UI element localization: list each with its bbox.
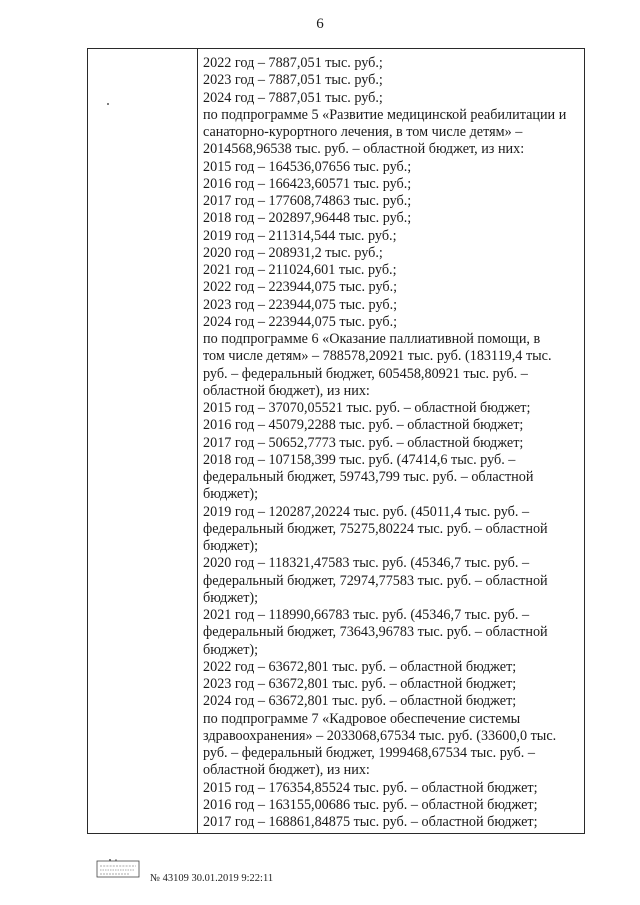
- text-line: 2023 год – 223944,075 тыс. руб.;: [203, 296, 398, 313]
- text-line: 2024 год – 223944,075 тыс. руб.;: [203, 313, 398, 330]
- text-line: 2017 год – 177608,74863 тыс. руб.;: [203, 193, 412, 209]
- text-line: бюджет);: [203, 641, 259, 658]
- text-line: 2024 год – 63672,801 тыс. руб. – областной бюджет;: [203, 693, 517, 710]
- column-divider: [197, 49, 198, 833]
- text-line: 2020 год – 118321,47583 тыс. руб. (45346,7 тыс. руб. –: [203, 555, 530, 572]
- text-line: бюджет);: [203, 538, 259, 554]
- text-line: 2014568,96538 тыс. руб. – областной бюджет, из них:: [203, 141, 525, 158]
- text-line: 2023 год – 7887,051 тыс. руб.;: [203, 72, 383, 89]
- text-line: здравоохранения» – 2033068,67534 тыс. руб. (33600,0 тыс.: [203, 727, 557, 744]
- text-line: 2019 год – 120287,20224 тыс. руб. (45011,4 тыс. руб. –: [203, 503, 530, 520]
- text-line: 2021 год – 118990,66783 тыс. руб. (45346,7 тыс. руб. –: [203, 607, 530, 623]
- text-line: 2020 год – 208931,2 тыс. руб.;: [203, 244, 383, 261]
- page-number: 6: [316, 16, 324, 32]
- text-line: том числе детям» – 788578,20921 тыс. руб. (183119,4 тыс.: [203, 348, 552, 365]
- text-line: по подпрограмме 7 «Кадровое обеспечение системы: [203, 710, 521, 727]
- text-line: областной бюджет), из них:: [203, 762, 370, 779]
- text-line: 2017 год – 168861,84875 тыс. руб. – областной бюджет;: [203, 814, 538, 830]
- text-line: федеральный бюджет, 75275,80224 тыс. руб. – областной: [203, 520, 548, 537]
- document-registration-code: № 43109 30.01.2019 9:22:11: [150, 873, 274, 884]
- text-line: 2016 год – 163155,00686 тыс. руб. – областной бюджет;: [203, 796, 538, 813]
- text-line: руб. – федеральный бюджет, 1999468,67534 тыс. руб. –: [203, 745, 535, 761]
- text-line: федеральный бюджет, 73643,96783 тыс. руб. – областной: [203, 624, 548, 641]
- text-line: 2024 год – 7887,051 тыс. руб.;: [203, 89, 383, 106]
- text-line: 2017 год – 50652,7773 тыс. руб. – областной бюджет;: [203, 434, 524, 451]
- text-line: 2022 год – 223944,075 тыс. руб.;: [203, 279, 398, 296]
- text-line: санаторно-курортного лечения, в том числе детям» –: [203, 124, 523, 140]
- stamp-icon: [96, 858, 140, 880]
- text-line: 2023 год – 63672,801 тыс. руб. – областной бюджет;: [203, 676, 517, 692]
- text-line: 2021 год – 211024,601 тыс. руб.;: [203, 262, 397, 278]
- text-line: 2022 год – 7887,051 тыс. руб.;: [203, 55, 383, 71]
- text-line: областной бюджет), из них:: [203, 382, 370, 399]
- text-line: 2015 год – 164536,07656 тыс. руб.;: [203, 158, 412, 175]
- text-line: 2018 год – 202897,96448 тыс. руб.;: [203, 210, 412, 227]
- text-line: федеральный бюджет, 59743,799 тыс. руб. – областной: [203, 469, 534, 485]
- text-line: 2016 год – 166423,60571 тыс. руб.;: [203, 175, 412, 192]
- budget-text-cell: [203, 55, 583, 831]
- text-line: 2018 год – 107158,399 тыс. руб. (47414,6 тыс. руб. –: [203, 451, 516, 468]
- document-table: [87, 48, 585, 834]
- text-line: 2015 год – 37070,05521 тыс. руб. – областной бюджет;: [203, 400, 531, 416]
- scan-dot-mark: [107, 103, 109, 105]
- text-line: 2019 год – 211314,544 тыс. руб.;: [203, 227, 397, 244]
- text-line: 2016 год – 45079,2288 тыс. руб. – областной бюджет;: [203, 417, 524, 434]
- text-line: 2022 год – 63672,801 тыс. руб. – областной бюджет;: [203, 658, 517, 675]
- text-line: бюджет);: [203, 589, 259, 606]
- text-line: бюджет);: [203, 486, 259, 503]
- text-line: по подпрограмме 6 «Оказание паллиативной помощи, в: [203, 331, 541, 347]
- text-line: 2015 год – 176354,85524 тыс. руб. – областной бюджет;: [203, 779, 538, 796]
- text-line: федеральный бюджет, 72974,77583 тыс. руб. – областной: [203, 572, 548, 589]
- text-line: по подпрограмме 5 «Развитие медицинской реабилитации и: [203, 106, 567, 123]
- text-line: руб. – федеральный бюджет, 605458,80921 тыс. руб. –: [203, 365, 528, 382]
